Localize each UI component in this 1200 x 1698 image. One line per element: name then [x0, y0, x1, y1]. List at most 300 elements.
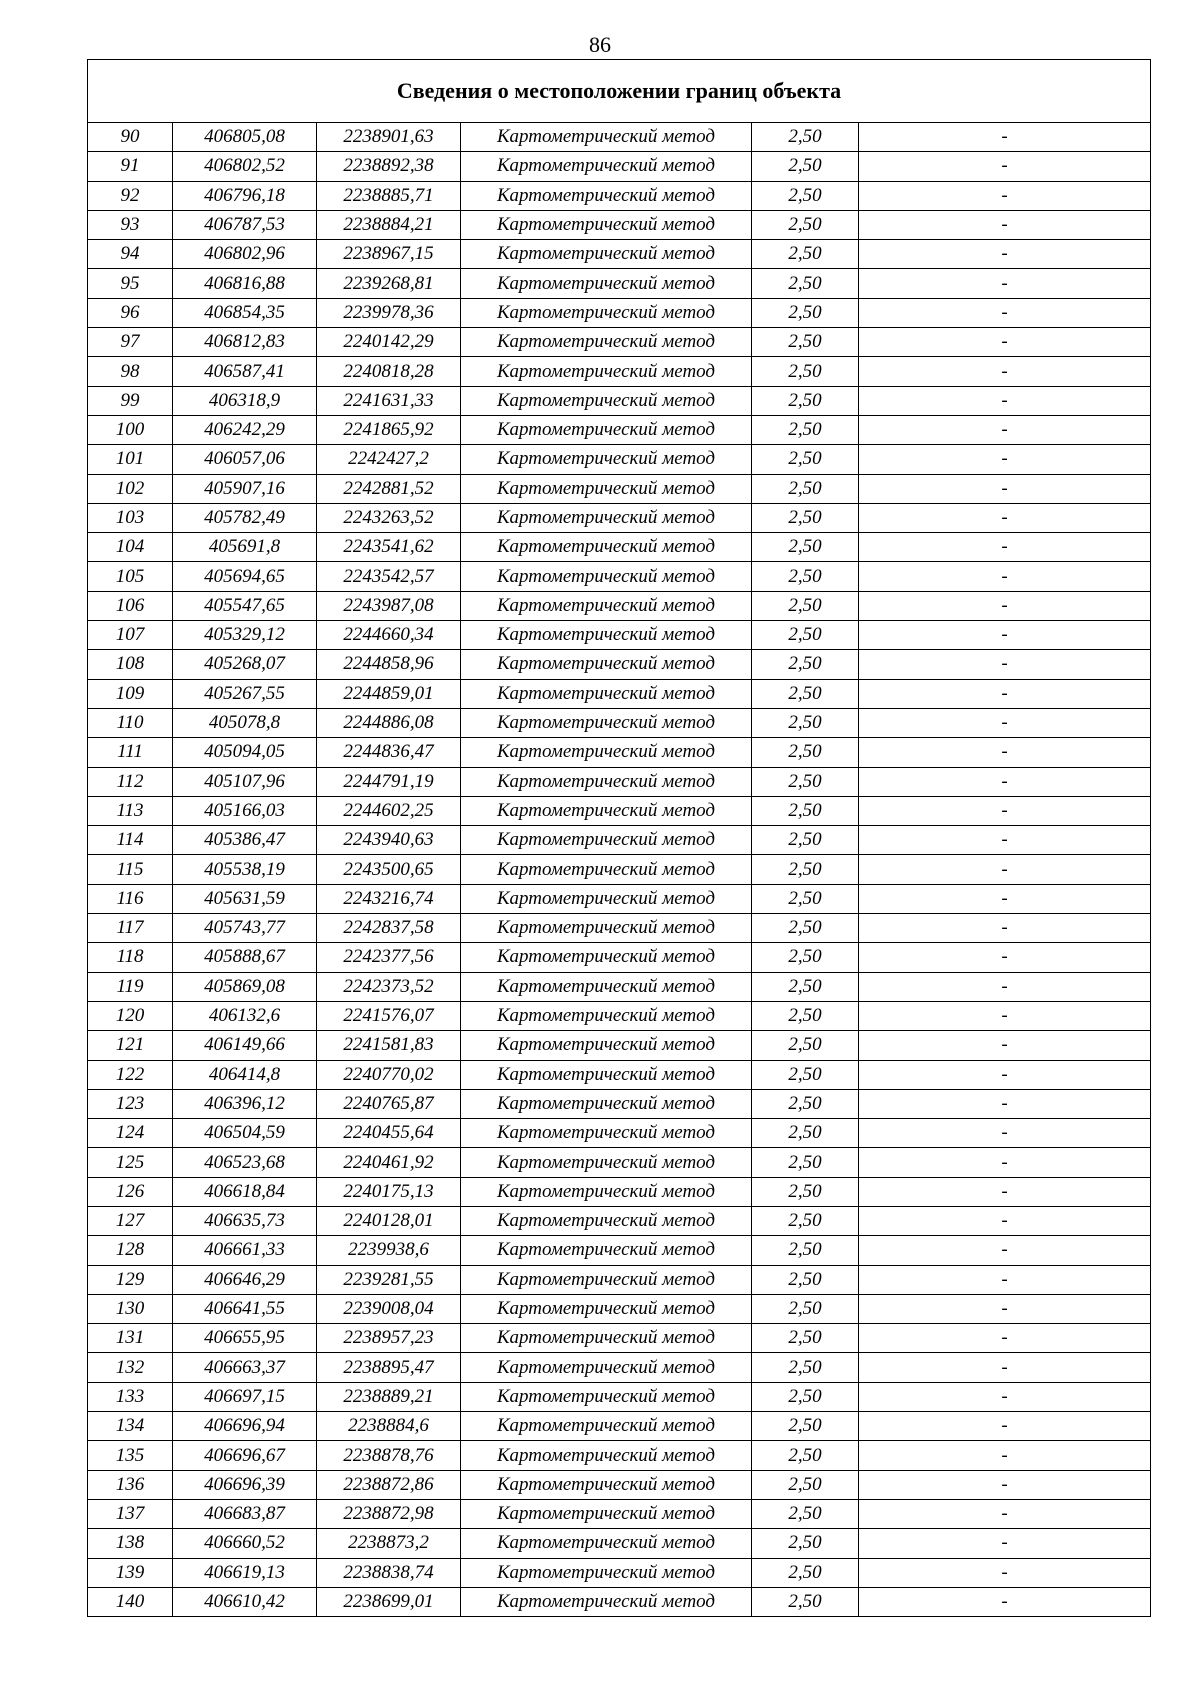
y-coordinate-cell: 2238889,21 [317, 1382, 461, 1411]
method-cell: Картометрический метод [461, 445, 752, 474]
method-cell: Картометрический метод [461, 1353, 752, 1382]
method-cell: Картометрический метод [461, 738, 752, 767]
x-coordinate-cell: 406661,33 [173, 1236, 317, 1265]
table-row [88, 1119, 1151, 1148]
accuracy-cell: 2,50 [752, 1529, 859, 1558]
point-number-cell: 96 [88, 298, 173, 327]
table-row [88, 445, 1151, 474]
y-coordinate-cell: 2240455,64 [317, 1119, 461, 1148]
x-coordinate-cell: 405538,19 [173, 855, 317, 884]
x-coordinate-cell: 406696,67 [173, 1441, 317, 1470]
method-cell: Картометрический метод [461, 826, 752, 855]
note-cell: - [859, 474, 1151, 503]
y-coordinate-cell: 2244836,47 [317, 738, 461, 767]
table-row [88, 181, 1151, 210]
point-number-cell: 134 [88, 1412, 173, 1441]
method-cell: Картометрический метод [461, 415, 752, 444]
y-coordinate-cell: 2244602,25 [317, 796, 461, 825]
method-cell: Картометрический метод [461, 767, 752, 796]
point-number-cell: 124 [88, 1119, 173, 1148]
accuracy-cell: 2,50 [752, 884, 859, 913]
y-coordinate-cell: 2243263,52 [317, 503, 461, 532]
table-row [88, 533, 1151, 562]
table-row [88, 650, 1151, 679]
method-cell: Картометрический метод [461, 1529, 752, 1558]
note-cell: - [859, 1236, 1151, 1265]
accuracy-cell: 2,50 [752, 1001, 859, 1030]
point-number-cell: 92 [88, 181, 173, 210]
x-coordinate-cell: 406697,15 [173, 1382, 317, 1411]
x-coordinate-cell: 406655,95 [173, 1324, 317, 1353]
point-number-cell: 130 [88, 1294, 173, 1323]
accuracy-cell: 2,50 [752, 1587, 859, 1616]
table-row [88, 386, 1151, 415]
point-number-cell: 126 [88, 1177, 173, 1206]
table-row [88, 1412, 1151, 1441]
method-cell: Картометрический метод [461, 181, 752, 210]
y-coordinate-cell: 2240175,13 [317, 1177, 461, 1206]
note-cell: - [859, 708, 1151, 737]
note-cell: - [859, 1412, 1151, 1441]
note-cell: - [859, 1206, 1151, 1235]
point-number-cell: 101 [88, 445, 173, 474]
point-number-cell: 106 [88, 591, 173, 620]
method-cell: Картометрический метод [461, 972, 752, 1001]
accuracy-cell: 2,50 [752, 415, 859, 444]
point-number-cell: 138 [88, 1529, 173, 1558]
note-cell: - [859, 210, 1151, 239]
x-coordinate-cell: 406802,52 [173, 152, 317, 181]
x-coordinate-cell: 405907,16 [173, 474, 317, 503]
note-cell: - [859, 1089, 1151, 1118]
accuracy-cell: 2,50 [752, 269, 859, 298]
accuracy-cell: 2,50 [752, 1470, 859, 1499]
point-number-cell: 107 [88, 621, 173, 650]
table-row [88, 1265, 1151, 1294]
accuracy-cell: 2,50 [752, 1412, 859, 1441]
y-coordinate-cell: 2238699,01 [317, 1587, 461, 1616]
y-coordinate-cell: 2244791,19 [317, 767, 461, 796]
y-coordinate-cell: 2238957,23 [317, 1324, 461, 1353]
table-row [88, 1324, 1151, 1353]
x-coordinate-cell: 406696,39 [173, 1470, 317, 1499]
method-cell: Картометрический метод [461, 533, 752, 562]
y-coordinate-cell: 2239281,55 [317, 1265, 461, 1294]
x-coordinate-cell: 406641,55 [173, 1294, 317, 1323]
point-number-cell: 102 [88, 474, 173, 503]
y-coordinate-cell: 2238892,38 [317, 152, 461, 181]
x-coordinate-cell: 406696,94 [173, 1412, 317, 1441]
y-coordinate-cell: 2244660,34 [317, 621, 461, 650]
method-cell: Картометрический метод [461, 1294, 752, 1323]
accuracy-cell: 2,50 [752, 123, 859, 152]
table-title: Сведения о местоположении границ объекта [88, 60, 1151, 123]
point-number-cell: 135 [88, 1441, 173, 1470]
method-cell: Картометрический метод [461, 357, 752, 386]
point-number-cell: 104 [88, 533, 173, 562]
accuracy-cell: 2,50 [752, 210, 859, 239]
table-row [88, 1470, 1151, 1499]
note-cell: - [859, 1119, 1151, 1148]
point-number-cell: 115 [88, 855, 173, 884]
x-coordinate-cell: 406057,06 [173, 445, 317, 474]
table-row [88, 943, 1151, 972]
point-number-cell: 91 [88, 152, 173, 181]
accuracy-cell: 2,50 [752, 1119, 859, 1148]
y-coordinate-cell: 2243216,74 [317, 884, 461, 913]
point-number-cell: 127 [88, 1206, 173, 1235]
note-cell: - [859, 621, 1151, 650]
x-coordinate-cell: 406242,29 [173, 415, 317, 444]
table-row [88, 474, 1151, 503]
table-row [88, 914, 1151, 943]
table-row [88, 1382, 1151, 1411]
accuracy-cell: 2,50 [752, 328, 859, 357]
point-number-cell: 140 [88, 1587, 173, 1616]
method-cell: Картометрический метод [461, 1060, 752, 1089]
y-coordinate-cell: 2240770,02 [317, 1060, 461, 1089]
point-number-cell: 109 [88, 679, 173, 708]
accuracy-cell: 2,50 [752, 1499, 859, 1528]
accuracy-cell: 2,50 [752, 503, 859, 532]
accuracy-cell: 2,50 [752, 1324, 859, 1353]
table-row [88, 1089, 1151, 1118]
method-cell: Картометрический метод [461, 474, 752, 503]
table-row [88, 738, 1151, 767]
accuracy-cell: 2,50 [752, 1441, 859, 1470]
table-row [88, 708, 1151, 737]
table-row [88, 591, 1151, 620]
method-cell: Картометрический метод [461, 1206, 752, 1235]
method-cell: Картометрический метод [461, 591, 752, 620]
x-coordinate-cell: 405743,77 [173, 914, 317, 943]
point-number-cell: 108 [88, 650, 173, 679]
x-coordinate-cell: 405888,67 [173, 943, 317, 972]
accuracy-cell: 2,50 [752, 181, 859, 210]
method-cell: Картометрический метод [461, 679, 752, 708]
y-coordinate-cell: 2238967,15 [317, 240, 461, 269]
y-coordinate-cell: 2244858,96 [317, 650, 461, 679]
y-coordinate-cell: 2238873,2 [317, 1529, 461, 1558]
point-number-cell: 137 [88, 1499, 173, 1528]
table-row [88, 621, 1151, 650]
accuracy-cell: 2,50 [752, 1236, 859, 1265]
x-coordinate-cell: 406414,8 [173, 1060, 317, 1089]
point-number-cell: 122 [88, 1060, 173, 1089]
point-number-cell: 116 [88, 884, 173, 913]
x-coordinate-cell: 405107,96 [173, 767, 317, 796]
x-coordinate-cell: 405329,12 [173, 621, 317, 650]
method-cell: Картометрический метод [461, 884, 752, 913]
accuracy-cell: 2,50 [752, 708, 859, 737]
x-coordinate-cell: 405386,47 [173, 826, 317, 855]
accuracy-cell: 2,50 [752, 533, 859, 562]
method-cell: Картометрический метод [461, 1382, 752, 1411]
note-cell: - [859, 1499, 1151, 1528]
note-cell: - [859, 123, 1151, 152]
point-number-cell: 110 [88, 708, 173, 737]
point-number-cell: 133 [88, 1382, 173, 1411]
note-cell: - [859, 1353, 1151, 1382]
table-title-row [88, 60, 1151, 123]
note-cell: - [859, 591, 1151, 620]
note-cell: - [859, 943, 1151, 972]
y-coordinate-cell: 2242881,52 [317, 474, 461, 503]
y-coordinate-cell: 2244859,01 [317, 679, 461, 708]
point-number-cell: 132 [88, 1353, 173, 1382]
point-number-cell: 120 [88, 1001, 173, 1030]
table-row [88, 1441, 1151, 1470]
accuracy-cell: 2,50 [752, 357, 859, 386]
x-coordinate-cell: 406396,12 [173, 1089, 317, 1118]
y-coordinate-cell: 2238885,71 [317, 181, 461, 210]
table-row [88, 1353, 1151, 1382]
point-number-cell: 119 [88, 972, 173, 1001]
method-cell: Картометрический метод [461, 1148, 752, 1177]
note-cell: - [859, 415, 1151, 444]
table-row [88, 1236, 1151, 1265]
x-coordinate-cell: 406660,52 [173, 1529, 317, 1558]
x-coordinate-cell: 406787,53 [173, 210, 317, 239]
table-row [88, 1294, 1151, 1323]
x-coordinate-cell: 406646,29 [173, 1265, 317, 1294]
table-row [88, 767, 1151, 796]
x-coordinate-cell: 406523,68 [173, 1148, 317, 1177]
table-row [88, 1587, 1151, 1616]
x-coordinate-cell: 405869,08 [173, 972, 317, 1001]
note-cell: - [859, 1441, 1151, 1470]
note-cell: - [859, 1031, 1151, 1060]
x-coordinate-cell: 406318,9 [173, 386, 317, 415]
point-number-cell: 129 [88, 1265, 173, 1294]
point-number-cell: 121 [88, 1031, 173, 1060]
method-cell: Картометрический метод [461, 298, 752, 327]
method-cell: Картометрический метод [461, 1089, 752, 1118]
y-coordinate-cell: 2242837,58 [317, 914, 461, 943]
x-coordinate-cell: 405078,8 [173, 708, 317, 737]
table-row [88, 503, 1151, 532]
method-cell: Картометрический метод [461, 1265, 752, 1294]
y-coordinate-cell: 2239268,81 [317, 269, 461, 298]
table-row [88, 826, 1151, 855]
table-row [88, 679, 1151, 708]
y-coordinate-cell: 2240461,92 [317, 1148, 461, 1177]
x-coordinate-cell: 405166,03 [173, 796, 317, 825]
point-number-cell: 99 [88, 386, 173, 415]
table-row [88, 884, 1151, 913]
note-cell: - [859, 1470, 1151, 1499]
x-coordinate-cell: 406618,84 [173, 1177, 317, 1206]
accuracy-cell: 2,50 [752, 562, 859, 591]
note-cell: - [859, 1558, 1151, 1587]
method-cell: Картометрический метод [461, 708, 752, 737]
note-cell: - [859, 884, 1151, 913]
table-row [88, 1529, 1151, 1558]
y-coordinate-cell: 2238895,47 [317, 1353, 461, 1382]
table-row [88, 328, 1151, 357]
accuracy-cell: 2,50 [752, 152, 859, 181]
note-cell: - [859, 1001, 1151, 1030]
point-number-cell: 111 [88, 738, 173, 767]
note-cell: - [859, 445, 1151, 474]
accuracy-cell: 2,50 [752, 1177, 859, 1206]
table-row [88, 123, 1151, 152]
method-cell: Картометрический метод [461, 123, 752, 152]
table-row [88, 1060, 1151, 1089]
method-cell: Картометрический метод [461, 1324, 752, 1353]
boundary-coordinates-table [87, 59, 1151, 1617]
accuracy-cell: 2,50 [752, 650, 859, 679]
point-number-cell: 114 [88, 826, 173, 855]
x-coordinate-cell: 405631,59 [173, 884, 317, 913]
accuracy-cell: 2,50 [752, 1558, 859, 1587]
method-cell: Картометрический метод [461, 855, 752, 884]
note-cell: - [859, 1382, 1151, 1411]
y-coordinate-cell: 2241581,83 [317, 1031, 461, 1060]
y-coordinate-cell: 2243541,62 [317, 533, 461, 562]
y-coordinate-cell: 2238838,74 [317, 1558, 461, 1587]
y-coordinate-cell: 2240142,29 [317, 328, 461, 357]
x-coordinate-cell: 406816,88 [173, 269, 317, 298]
point-number-cell: 113 [88, 796, 173, 825]
method-cell: Картометрический метод [461, 152, 752, 181]
x-coordinate-cell: 405782,49 [173, 503, 317, 532]
note-cell: - [859, 650, 1151, 679]
y-coordinate-cell: 2239938,6 [317, 1236, 461, 1265]
method-cell: Картометрический метод [461, 210, 752, 239]
y-coordinate-cell: 2243542,57 [317, 562, 461, 591]
note-cell: - [859, 826, 1151, 855]
note-cell: - [859, 972, 1151, 1001]
table-row [88, 152, 1151, 181]
y-coordinate-cell: 2241631,33 [317, 386, 461, 415]
accuracy-cell: 2,50 [752, 826, 859, 855]
x-coordinate-cell: 406587,41 [173, 357, 317, 386]
note-cell: - [859, 386, 1151, 415]
method-cell: Картометрический метод [461, 1177, 752, 1206]
y-coordinate-cell: 2243987,08 [317, 591, 461, 620]
x-coordinate-cell: 406504,59 [173, 1119, 317, 1148]
note-cell: - [859, 1060, 1151, 1089]
table-row [88, 1177, 1151, 1206]
y-coordinate-cell: 2238884,6 [317, 1412, 461, 1441]
x-coordinate-cell: 406812,83 [173, 328, 317, 357]
point-number-cell: 90 [88, 123, 173, 152]
table-body [88, 123, 1151, 1617]
method-cell: Картометрический метод [461, 1499, 752, 1528]
point-number-cell: 105 [88, 562, 173, 591]
table-row [88, 298, 1151, 327]
point-number-cell: 98 [88, 357, 173, 386]
point-number-cell: 118 [88, 943, 173, 972]
boundary-table-container [87, 59, 1150, 1617]
y-coordinate-cell: 2238901,63 [317, 123, 461, 152]
method-cell: Картометрический метод [461, 1558, 752, 1587]
note-cell: - [859, 679, 1151, 708]
point-number-cell: 93 [88, 210, 173, 239]
note-cell: - [859, 269, 1151, 298]
point-number-cell: 125 [88, 1148, 173, 1177]
accuracy-cell: 2,50 [752, 474, 859, 503]
y-coordinate-cell: 2239978,36 [317, 298, 461, 327]
method-cell: Картометрический метод [461, 1587, 752, 1616]
point-number-cell: 123 [88, 1089, 173, 1118]
note-cell: - [859, 1294, 1151, 1323]
table-row [88, 210, 1151, 239]
y-coordinate-cell: 2240765,87 [317, 1089, 461, 1118]
table-row [88, 415, 1151, 444]
method-cell: Картометрический метод [461, 1119, 752, 1148]
note-cell: - [859, 357, 1151, 386]
table-row [88, 1031, 1151, 1060]
x-coordinate-cell: 405268,07 [173, 650, 317, 679]
x-coordinate-cell: 406610,42 [173, 1587, 317, 1616]
point-number-cell: 128 [88, 1236, 173, 1265]
x-coordinate-cell: 406663,37 [173, 1353, 317, 1382]
note-cell: - [859, 503, 1151, 532]
accuracy-cell: 2,50 [752, 796, 859, 825]
method-cell: Картометрический метод [461, 562, 752, 591]
table-row [88, 1558, 1151, 1587]
accuracy-cell: 2,50 [752, 679, 859, 708]
accuracy-cell: 2,50 [752, 386, 859, 415]
note-cell: - [859, 1324, 1151, 1353]
point-number-cell: 100 [88, 415, 173, 444]
x-coordinate-cell: 406619,13 [173, 1558, 317, 1587]
y-coordinate-cell: 2242427,2 [317, 445, 461, 474]
y-coordinate-cell: 2243940,63 [317, 826, 461, 855]
table-row [88, 562, 1151, 591]
y-coordinate-cell: 2238872,86 [317, 1470, 461, 1499]
accuracy-cell: 2,50 [752, 1265, 859, 1294]
y-coordinate-cell: 2241865,92 [317, 415, 461, 444]
table-row [88, 796, 1151, 825]
note-cell: - [859, 1177, 1151, 1206]
note-cell: - [859, 767, 1151, 796]
method-cell: Картометрический метод [461, 1470, 752, 1499]
x-coordinate-cell: 406149,66 [173, 1031, 317, 1060]
note-cell: - [859, 562, 1151, 591]
x-coordinate-cell: 406796,18 [173, 181, 317, 210]
accuracy-cell: 2,50 [752, 1206, 859, 1235]
accuracy-cell: 2,50 [752, 445, 859, 474]
table-row [88, 855, 1151, 884]
x-coordinate-cell: 406683,87 [173, 1499, 317, 1528]
table-row [88, 357, 1151, 386]
y-coordinate-cell: 2242373,52 [317, 972, 461, 1001]
method-cell: Картометрический метод [461, 1001, 752, 1030]
table-row [88, 240, 1151, 269]
table-row [88, 972, 1151, 1001]
accuracy-cell: 2,50 [752, 738, 859, 767]
y-coordinate-cell: 2243500,65 [317, 855, 461, 884]
note-cell: - [859, 796, 1151, 825]
method-cell: Картометрический метод [461, 1412, 752, 1441]
accuracy-cell: 2,50 [752, 1031, 859, 1060]
accuracy-cell: 2,50 [752, 972, 859, 1001]
y-coordinate-cell: 2242377,56 [317, 943, 461, 972]
method-cell: Картометрический метод [461, 328, 752, 357]
accuracy-cell: 2,50 [752, 1089, 859, 1118]
x-coordinate-cell: 406132,6 [173, 1001, 317, 1030]
note-cell: - [859, 181, 1151, 210]
accuracy-cell: 2,50 [752, 943, 859, 972]
note-cell: - [859, 914, 1151, 943]
method-cell: Картометрический метод [461, 796, 752, 825]
point-number-cell: 94 [88, 240, 173, 269]
note-cell: - [859, 240, 1151, 269]
note-cell: - [859, 1148, 1151, 1177]
